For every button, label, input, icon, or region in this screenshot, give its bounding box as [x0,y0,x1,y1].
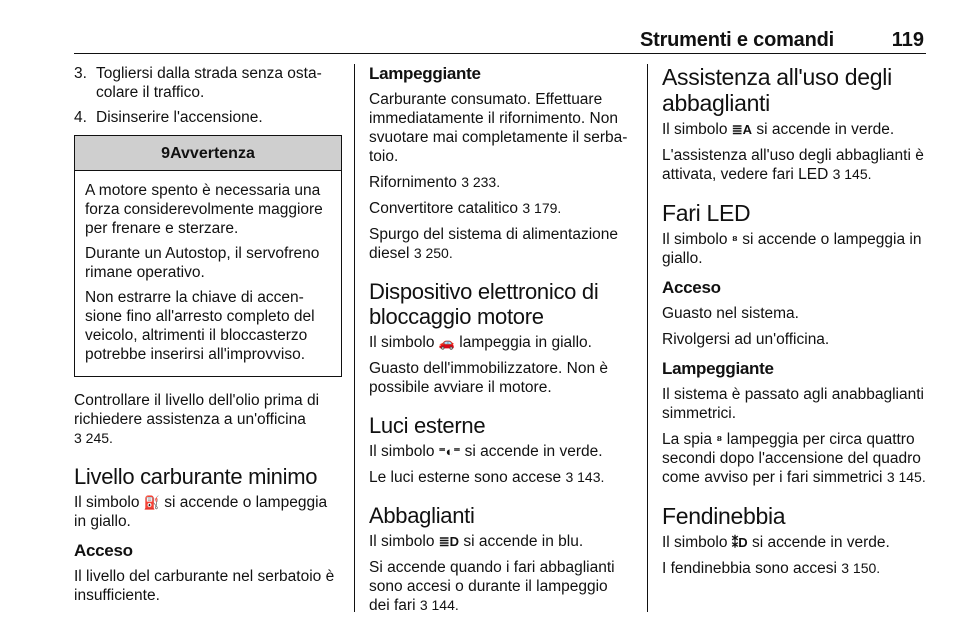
high-beam-icon: ≣D [438,534,460,549]
step-number: 4. [74,109,87,126]
page-reference: 3 143. [565,469,605,485]
symbol-description: si accende o lampeggia in giallo. [74,494,328,530]
subheading-acceso: Acceso [74,541,133,560]
symbol-description: si accende in verde. [751,534,890,551]
heading-immobilizer: Dispositivo elettronico di bloccaggio motore [369,279,599,329]
reference-text: Spurgo del sistema di alimentazione diesel [369,226,618,262]
side-lights-icon: ⁼◐⁼ [438,444,461,459]
page-reference: 3 245. [74,430,113,446]
page-reference: 3 233. [461,174,501,190]
fuel-symbol-paragraph [74,493,342,531]
warning-title: Avvertenza [170,145,255,162]
assist-text-paragraph [662,146,928,184]
led-headlight-icon: ⁸ [716,432,723,447]
symbol-label: Il simbolo [369,334,435,351]
page-reference: 3 150. [841,560,881,576]
section-title: Strumenti e comandi [639,29,834,51]
led-lamp-text-2 [662,430,928,487]
symbol-description: si accende in verde. [464,443,603,460]
reference-line [369,173,631,192]
lamp-text-end: lampeggia per circa quattro secondi dopo l'accensione del quadro come avviso per i fari simmetrici [662,431,921,486]
symbol-label: Il simbolo [369,533,435,550]
led-symbol-paragraph [662,230,928,268]
step-text: Togliersi dalla strada senza ostacolare il traffico. [96,65,322,101]
column-divider [354,64,355,612]
fog-text: I fendinebbia sono accesi [662,560,837,577]
exterior-symbol-paragraph [369,442,631,461]
immobilizer-text: Guasto dell'immobilizzatore. Non è possibile avviare il motore. [369,360,609,396]
fuel-acceso-text: Il livello del carburante nel serbatoio è insufficiente. [74,568,335,604]
fog-light-icon: ⁑D [731,535,748,550]
assist-text: L'assistenza all'uso degli abbaglianti è attivata, vedere fari LED [662,147,924,183]
step-item [74,108,342,127]
symbol-description: lampeggia in giallo. [459,334,592,351]
page-reference: 3 145. [832,166,872,182]
symbol-description: si accende in blu. [463,533,584,550]
lamp-text-start: La spia [662,431,712,448]
warning-paragraph: A motore spento è necessaria una forza considerevolmente maggiore per frenare e sterzare. [85,182,323,237]
fog-text-paragraph [662,559,928,578]
oil-check-paragraph [74,391,342,448]
warning-paragraph: Durante un Autostop, il servofreno rimane operativo. [85,245,320,281]
reference-text: Rifornimento [369,174,457,191]
symbol-label: Il simbolo [662,121,728,138]
column-3 [662,64,928,585]
subheading-lampeggiante: Lampeggiante [662,359,774,378]
highbeam-symbol-paragraph [369,532,631,551]
step-item [74,64,342,102]
column-2 [369,64,631,622]
reference-line [369,225,631,263]
symbol-description: si accende in verde. [756,121,895,138]
high-beam-assist-icon: ≣A [731,122,753,137]
symbol-label: Il simbolo [369,443,435,460]
step-number: 3. [74,65,87,82]
warning-paragraph: Non estrarre la chiave di accensione fino all'arresto completo del veicolo, altrimenti il bloccasterzo potrebbe inserirsi all'improvviso. [85,289,315,363]
subheading-lampeggiante: Lampeggiante [369,64,481,83]
page-header [74,22,926,54]
page-reference: 3 250. [413,245,453,261]
step-text: Disinserire l'accensione. [96,109,263,126]
led-acceso-line: Rivolgersi ad un'officina. [662,331,830,348]
highbeam-text: Si accende quando i fari abbaglianti sono accesi o durante il lampeggio dei fari [369,559,615,614]
led-lamp-text: Il sistema è passato agli anabbaglianti simmetrici. [662,386,924,422]
exterior-text: Le luci esterne sono accese [369,469,562,486]
heading-high-beam: Abbaglianti [369,503,475,528]
symbol-description: si accende o lampeggia in giallo. [662,231,922,267]
column-1 [74,64,342,612]
warning-icon: 9 [161,145,171,162]
fog-symbol-paragraph [662,533,928,552]
heading-led-headlights: Fari LED [662,200,751,226]
heading-exterior-lights: Luci esterne [369,413,486,438]
symbol-label: Il simbolo [662,231,728,248]
symbol-label: Il simbolo [662,534,728,551]
column-divider [647,64,648,612]
reference-text: Convertitore catalitico [369,200,519,217]
symbol-label: Il simbolo [74,494,140,511]
page-reference: 3 179. [522,200,562,216]
heading-fog-lights: Fendinebbia [662,503,786,529]
immobilizer-symbol-paragraph [369,333,631,352]
assist-symbol-paragraph [662,120,928,139]
warning-header [75,136,341,171]
fuel-pump-icon: ⛽ [143,495,160,510]
subheading-acceso: Acceso [662,278,721,297]
led-acceso-line: Guasto nel sistema. [662,305,799,322]
fuel-lamp-text: Carburante consumato. Effettuare immediatamente il rifornimento. Non svuotare mai completamente il serbatoio. [369,91,628,165]
warning-body [75,171,341,376]
exterior-text-paragraph [369,468,631,487]
page-reference: 3 144. [419,597,459,613]
highbeam-text-paragraph [369,558,631,615]
page-reference: 3 145. [886,469,926,485]
oil-check-text: Controllare il livello dell'olio prima di richiedere assistenza a un'officina [74,392,320,428]
reference-line [369,199,631,218]
page-number: 119 [891,29,924,51]
car-key-icon: 🚗 [438,335,455,350]
warning-box [74,135,342,377]
heading-fuel-level: Livello carburante minimo [74,464,318,489]
led-headlight-icon: ⁸ [731,232,738,247]
heading-high-beam-assist: Assistenza all'uso degli abbaglianti [662,64,892,116]
